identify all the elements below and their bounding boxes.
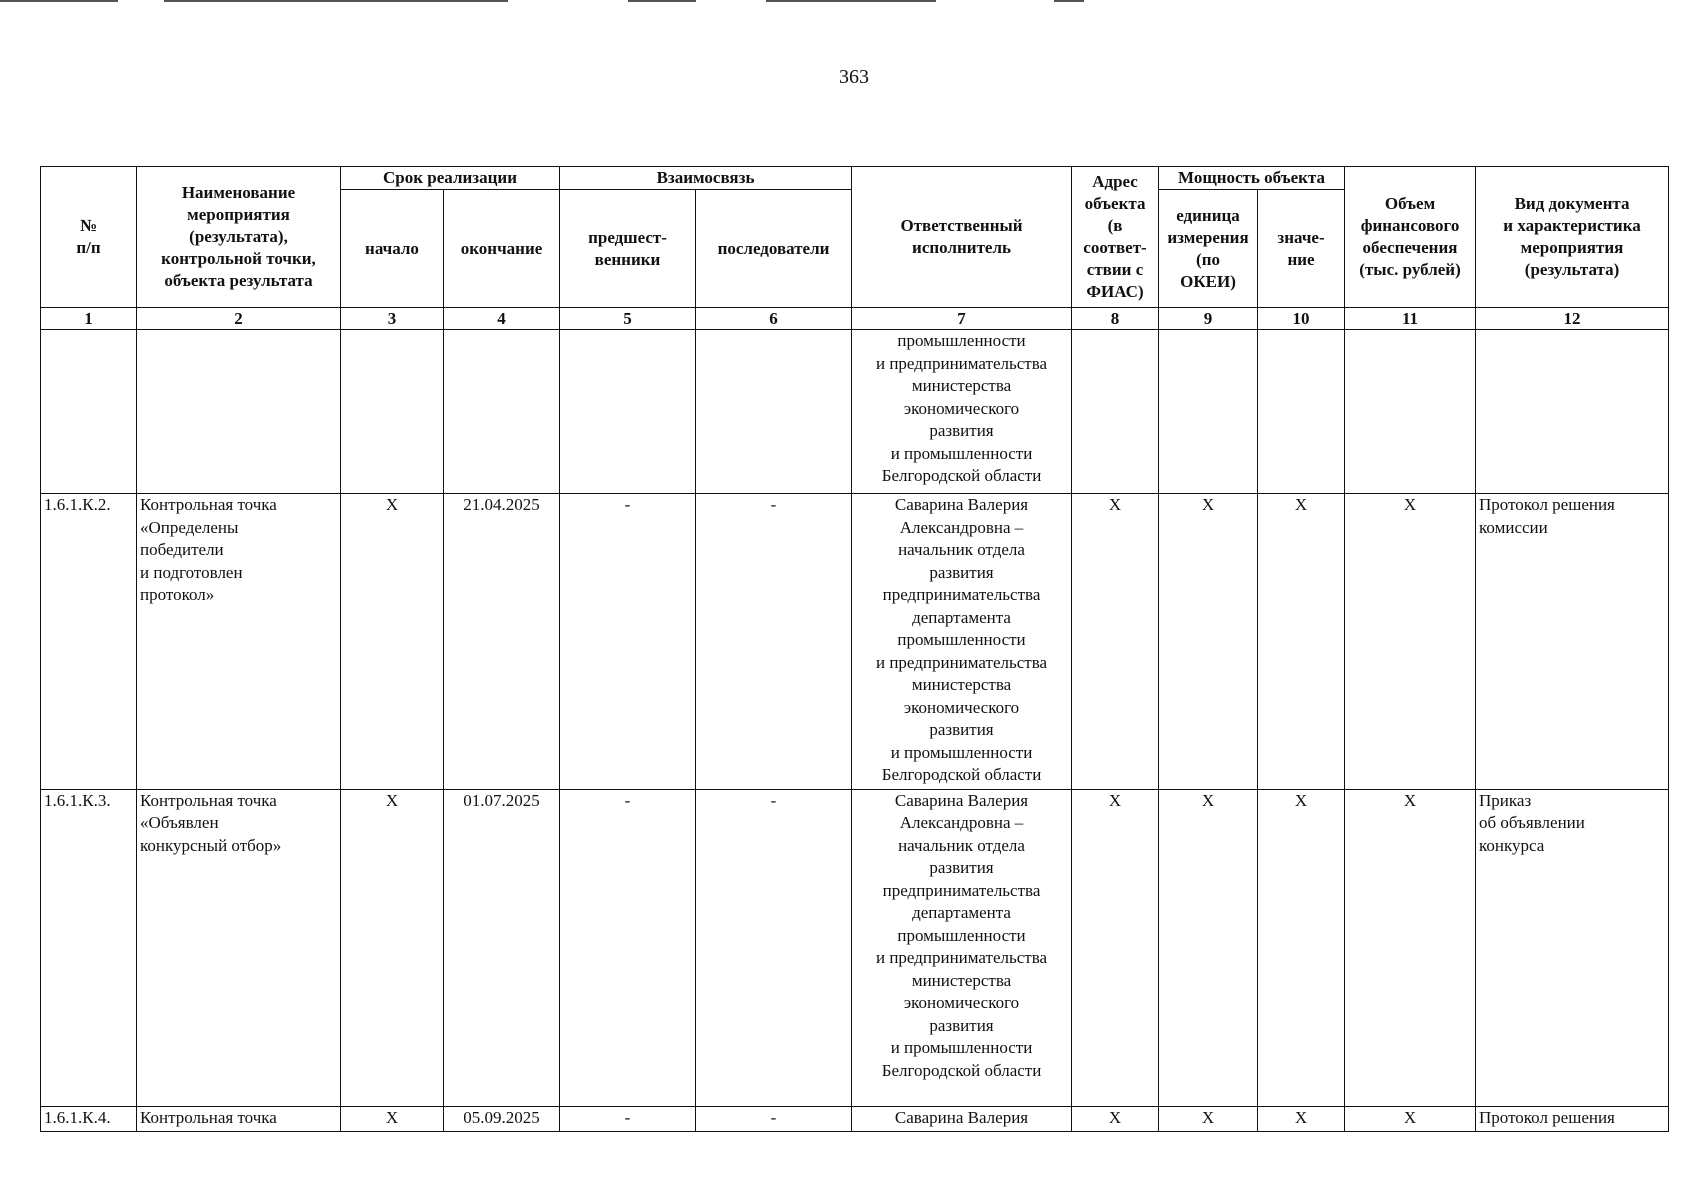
scan-edge-line — [1054, 0, 1084, 2]
row-address: X — [1072, 494, 1159, 790]
column-number: 11 — [1345, 308, 1476, 330]
column-number: 4 — [444, 308, 560, 330]
row-name: Контрольная точка — [137, 1106, 341, 1131]
column-number: 7 — [852, 308, 1072, 330]
empty-cell — [1476, 330, 1669, 494]
empty-cell — [1258, 330, 1345, 494]
row-end: 21.04.2025 — [444, 494, 560, 790]
header-predecessors: предшест- венники — [560, 190, 696, 308]
header-document: Вид документа и характеристика мероприятия (результата) — [1476, 167, 1669, 308]
row-start: X — [341, 789, 444, 1106]
row-start: X — [341, 494, 444, 790]
row-responsible: Саварина Валерия Александровна – начальник отдела развития предпринимательства департамента промышленности и предпринимательства министерства экономического развития и промышленности Белгородской области — [852, 789, 1072, 1106]
row-name: Контрольная точка «Определены победители и подготовлен протокол» — [137, 494, 341, 790]
row-successors: - — [696, 494, 852, 790]
row-value: X — [1258, 1106, 1345, 1131]
row-finance: X — [1345, 1106, 1476, 1131]
empty-cell — [1159, 330, 1258, 494]
header-start: начало — [341, 190, 444, 308]
column-number: 5 — [560, 308, 696, 330]
header-successors: последователи — [696, 190, 852, 308]
scan-edge-line — [766, 0, 936, 2]
column-number-row — [41, 308, 1669, 330]
row-responsible: Саварина Валерия — [852, 1106, 1072, 1131]
row-address: X — [1072, 1106, 1159, 1131]
row-end: 05.09.2025 — [444, 1106, 560, 1131]
row-end: 01.07.2025 — [444, 789, 560, 1106]
row-successors: - — [696, 1106, 852, 1131]
row-predecessors: - — [560, 494, 696, 790]
empty-cell — [1345, 330, 1476, 494]
activity-table — [40, 166, 1669, 1132]
header-term-group: Срок реализации — [341, 167, 560, 190]
header-address: Адрес объекта (в соответ- ствии с ФИАС) — [1072, 167, 1159, 308]
row-address: X — [1072, 789, 1159, 1106]
row-successors: - — [696, 789, 852, 1106]
table-row — [41, 789, 1669, 1106]
header-capacity-group: Мощность объекта — [1159, 167, 1345, 190]
page-number: 363 — [839, 66, 869, 88]
scan-edge-line — [628, 0, 696, 2]
header-value: значе- ние — [1258, 190, 1345, 308]
row-number: 1.6.1.К.4. — [41, 1106, 137, 1131]
header-name: Наименование мероприятия (результата), контрольной точки, объекта результата — [137, 167, 341, 308]
empty-cell — [341, 330, 444, 494]
row-document: Протокол решения комиссии — [1476, 494, 1669, 790]
row-document: Протокол решения — [1476, 1106, 1669, 1131]
row-value: X — [1258, 494, 1345, 790]
empty-cell — [41, 330, 137, 494]
empty-cell — [137, 330, 341, 494]
column-number: 10 — [1258, 308, 1345, 330]
responsible-cell: промышленности и предпринимательства министерства экономического развития и промышленности Белгородской области — [852, 330, 1072, 494]
row-finance: X — [1345, 789, 1476, 1106]
row-responsible: Саварина Валерия Александровна – начальник отдела развития предпринимательства департамента промышленности и предпринимательства министерства экономического развития и промышленности Белгородской области — [852, 494, 1072, 790]
column-number: 3 — [341, 308, 444, 330]
column-number: 8 — [1072, 308, 1159, 330]
row-predecessors: - — [560, 1106, 696, 1131]
row-unit: X — [1159, 1106, 1258, 1131]
empty-cell — [444, 330, 560, 494]
row-name: Контрольная точка «Объявлен конкурсный отбор» — [137, 789, 341, 1106]
header-unit: единица измерения (по ОКЕИ) — [1159, 190, 1258, 308]
table-row — [41, 1106, 1669, 1131]
header-number: № п/п — [41, 167, 137, 308]
row-start: X — [341, 1106, 444, 1131]
header-end: окончание — [444, 190, 560, 308]
row-predecessors: - — [560, 789, 696, 1106]
row-document: Приказ об объявлении конкурса — [1476, 789, 1669, 1106]
table-row — [41, 494, 1669, 790]
row-unit: X — [1159, 494, 1258, 790]
header-responsible: Ответственный исполнитель — [852, 167, 1072, 308]
column-number: 12 — [1476, 308, 1669, 330]
empty-cell — [696, 330, 852, 494]
row-number: 1.6.1.К.2. — [41, 494, 137, 790]
row-value: X — [1258, 789, 1345, 1106]
column-number: 6 — [696, 308, 852, 330]
table-row-continuation — [41, 330, 1669, 494]
row-unit: X — [1159, 789, 1258, 1106]
row-number: 1.6.1.К.3. — [41, 789, 137, 1106]
header-finance: Объем финансового обеспечения (тыс. рублей) — [1345, 167, 1476, 308]
scan-edge-line — [164, 0, 508, 2]
column-number: 9 — [1159, 308, 1258, 330]
row-finance: X — [1345, 494, 1476, 790]
scan-edge-line — [0, 0, 118, 2]
column-number: 2 — [137, 308, 341, 330]
header-relation-group: Взаимосвязь — [560, 167, 852, 190]
column-number: 1 — [41, 308, 137, 330]
empty-cell — [1072, 330, 1159, 494]
empty-cell — [560, 330, 696, 494]
